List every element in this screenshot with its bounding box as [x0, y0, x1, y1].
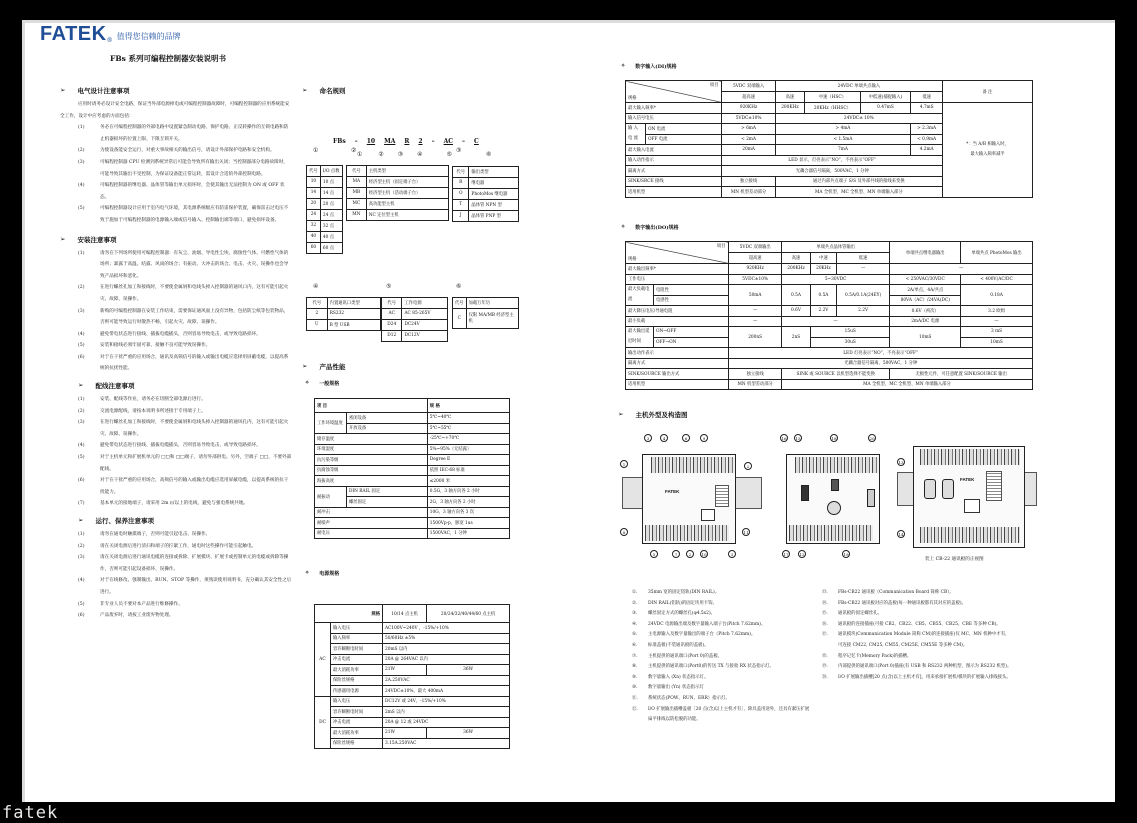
table-row: SINK/SOURCE 输出方式 独立接线 SINK 或 SOURCE 以机型选择不能变换 无极性元件，可任意配置 SINK/SOURCE 输出	[626, 369, 1033, 380]
list-item: (1) 务必在可编程控制器的外部电路中设置紧急制动电路、保护电路、正反转操作的互锁电路和防止机器损坏的位置上限、下限互锁开关。	[78, 125, 289, 142]
table-header-row: 代号 主机类型	[347, 166, 449, 177]
legend-item: ⑰. 通讯模块(Communication Module 简称 CM)的连接插座(仅 MC、MN 机种中才有，可连接 CM22, CM25, CM55, CM25E, CM55E 等多种 CM)。	[822, 632, 1010, 648]
table-row: 容许瞬断电时间 20mS 以内	[315, 644, 510, 655]
plc-cb22-view-diagram	[895, 432, 1040, 567]
structure-heading: ➢ 主机外型及构造图	[618, 410, 688, 419]
table-row: MA 经济型主机（固定端子台）	[347, 176, 449, 187]
table-row: 32 32 点	[307, 220, 343, 231]
list-item: (5) 可编程控制器设计应用于室内电气环境，其电源系统级应有防雷保护装置，确保雷击过电压不致于施加于可编程控制器的电源输入端或信号输入、控制输出端等端口，避免损坏设备。	[78, 206, 289, 223]
table-header-row: 超高速 高速 中速（HSC） 中低速(捕捉输入) 低速	[626, 92, 1033, 103]
legend-item: ⑬. FBs-CB22 通讯板（Communication Board 简称 CB）。	[822, 590, 954, 595]
legend-item: ④. 24VDC 电源输出端及数字量输入端子台(Pitch 7.62mm)。	[632, 621, 766, 627]
plc-body-open	[786, 454, 880, 544]
output-terminal-block	[645, 525, 729, 533]
legend-item: ⑫. I/O 扩展输出插槽盖板［20 点(含)以上主机才有］，除具盖用途外，还具有紧压扩展扁平排线以防松脱的功能。	[632, 706, 810, 723]
table-row: D12 DC12V	[382, 330, 448, 341]
table-row: D24 DC24V	[382, 319, 448, 330]
table-row: 耐冲击 10G，3 轴方向各 3 次	[315, 507, 510, 518]
code-part: –	[462, 138, 465, 145]
callout-2: 2	[744, 462, 752, 470]
naming-code-numbers	[357, 151, 491, 158]
table-row: AC 输入电压 AC100V~240V ，-15%/+10%	[315, 623, 510, 634]
input-terminal-block	[920, 449, 1020, 457]
legend-item: ⑭. FBs-CB22 通讯板对应的盖板(每一种通讯板都有其对应的盖板)。	[822, 600, 966, 606]
plc-front-view-diagram	[620, 432, 780, 562]
table-row: T 晶体管 NPN 型	[453, 199, 519, 210]
table-row: 最大输出频率* 920KHz 200KHz 20KHz — —	[626, 264, 1033, 275]
table-header-row: 代号 加载万年历	[453, 298, 519, 309]
list-item: (3) 请在关闭电源后进行通讯电缆的连接或拆除、扩展模块、扩展卡或控制单元的电缆或拆除等操作，否则可能引起设备损坏、误操作。	[78, 555, 289, 572]
table-row: 螺丝固定 2G，3 轴方向各 2 小时	[315, 497, 510, 508]
diamond-bullet-icon: ✧	[621, 63, 626, 69]
table-row: OFF→ON 30uS 10mS	[626, 337, 1033, 348]
registered-mark: ®	[106, 37, 113, 44]
table-row: 隔离方式 光藕合器信号隔离，500VAC，1 分钟	[626, 166, 1033, 177]
list-item: (3) 在进行螺丝孔加工和接线时，不要使金属屑和电线头掉入控制器的通风孔内，这有可能引起火灾、故障、误操作。	[78, 420, 289, 437]
arrow-bullet-icon: ➢	[60, 86, 66, 94]
power-spec-table	[314, 604, 510, 749]
callout-10: 10	[701, 552, 707, 557]
table-row: 20 20 点	[307, 198, 343, 209]
legend-item: ⑳. I/O 扩展输出插槽[20 点(含)以上主机才有]，用来承接扩展机/模块的扩展输入排线接头。	[822, 674, 1011, 680]
di-spec-table	[625, 80, 1033, 198]
legend-item: ⑩. 数字量输出 (Yn) 状态指示灯	[632, 685, 704, 691]
device-brand-label: FATEK	[960, 477, 975, 482]
memory-pack-slot	[831, 479, 839, 491]
callout-20: 20	[869, 436, 875, 441]
calendar-table	[452, 297, 519, 329]
table-label-2: ②	[351, 147, 357, 154]
list-item: (4) 对于在线修改、强制输出、RUN、STOP 等操作，须熟读使用说明书，充分确认其安全性之后进行。	[78, 578, 292, 595]
structure-legend-left	[632, 588, 812, 726]
io-indicator-leds	[715, 485, 729, 507]
footer-label: fatek	[2, 803, 59, 823]
callout-12: 2	[686, 550, 694, 558]
section-intro: 应用时请务必设计安全电路，保证当外部电源掉电或可编程控制器故障时，可编程控制器的应用系统能安全工作，设计中应考虑的方面包括：	[60, 102, 290, 119]
table-row: 适用机型 MN 机型差动部分 MA 全机型、MC 全机型、MN 单端输入部分	[626, 187, 1033, 198]
arrow-bullet-icon: ➢	[78, 381, 84, 390]
io-indicator-leds	[986, 471, 1002, 501]
legend-item: ⑦. 主机提供的通讯端口(Port 0)的盖板。	[632, 653, 722, 659]
list-item: (1) 请勿在下列场所使用可编程控制器：有灰尘、油烟、导电性尘埃、腐蚀性气体、可燃性气体的场所；暴露于高温、结露、风雨的场合；有振动、大冲击的场合。电击、火灾、误操作也会导致产品损坏和恶化。	[78, 250, 289, 279]
table-row: 抗污染等级 Degree Ⅱ	[315, 455, 510, 466]
list-item: (3) 新购的可编程控制器在安装工作结束，需要保证通风面上没有异物，包括防尘纸等包装物品，否则可能导致运行时散热不畅，引起火灾、故障、误操作。	[78, 308, 289, 326]
list-item: (4) 避免带电状态进行接线、插拔电缆插头，否则容易导致电击，或导致电路损坏。	[78, 443, 261, 449]
legend-item: ⑨. 数字量输入 (Xn) 状态指示灯。	[632, 674, 709, 680]
legend-item: ⑯. 通讯板的连接插座(可接 CB2、CB22、CB5、CB55、CB25、CBE 等多种 CB)。	[822, 621, 1001, 627]
table-row: 2 RS232	[307, 308, 381, 319]
do-spec-table	[625, 241, 1033, 390]
table-header-row: 代号 输出类型	[453, 167, 519, 178]
callout-5: 5	[650, 550, 658, 558]
input-terminal-block	[651, 457, 735, 465]
table-row: 开放设备 5℃~55℃	[315, 423, 510, 434]
legend-item: ⑲. 内部提供的通讯端口(Port 0)插座(有 USB 和 RS232 两种机型，图示为 RS232 机型)。	[822, 664, 1012, 670]
table-row: 适用机型 MN 机型差动部分 MA 全机型、MC 全机型、MN 单端输入部分	[626, 379, 1033, 390]
plc-body-cb22	[913, 446, 1025, 548]
table-row: 24 24 点	[307, 209, 343, 220]
do-spec-heading: ✧ 数字输出(DO)规格	[621, 224, 679, 231]
table-row: 最大消耗功率 21W 36W	[315, 728, 510, 739]
callout-18: 18	[831, 436, 837, 441]
general-spec-heading: ✧ 一般规格	[305, 380, 340, 387]
table-label-3: ③	[456, 147, 462, 154]
table-row: 储存温度 -25℃~+70℃	[315, 434, 510, 445]
table-header-row: 代号 I/O 点数	[307, 166, 343, 177]
table-row: 输 入 电 流 ON 电流 > 6mA > 4mA > 2.3mA	[626, 124, 1033, 135]
naming-code	[333, 138, 479, 145]
port-cover	[964, 499, 980, 513]
note-line: 最大输入频率减半	[970, 151, 1005, 157]
table-header-row: 项目 规格 5VDC 双端输出 单端共点晶体管输出 单端共点继电器输出 单端共点 PhotoMos 输出	[626, 242, 1033, 253]
table-row: AC AC 85-265V	[382, 308, 448, 319]
table-header-row: 超高速 高速 中速 低速	[626, 253, 1033, 264]
arrow-bullet-icon: ➢	[78, 516, 84, 524]
table-row: 容许瞬断电时间 2mS 以内	[315, 707, 510, 718]
list-item: (5) 对于主机单元和扩展机单元的 □□和 □□端子，请勿外部供电。另外，空端子 □□，不要外部配线。	[78, 455, 292, 472]
arrow-bullet-icon: ➢	[60, 234, 66, 243]
table-row: 耐电压 1500VAC，1 分钟	[315, 528, 510, 539]
table-row: C 仅限 MA/MB 经济型主机	[453, 308, 519, 328]
table-label-4: ④	[313, 283, 319, 290]
diagram-caption: 装上 CB-22 通讯板的正视图	[925, 557, 984, 562]
code-part: 10	[366, 138, 376, 145]
logo-slogan: 值得您信赖的品牌	[116, 32, 181, 41]
table-header-row: 项 目 规 格	[315, 399, 510, 413]
table-row: MN NC 定位型主机	[347, 209, 449, 220]
table-row: 海拔高度 ≤2000 米	[315, 476, 510, 487]
power-supply-table	[381, 297, 448, 342]
legend-item: ③. 螺丝固定方式的螺丝孔(φ4.5x2)。	[632, 611, 716, 617]
list-item: (6) 产品废弃时，请按工业废弃物处理。	[78, 613, 174, 619]
output-terminal-block	[789, 533, 873, 541]
table-row: 最大输出延迟时间 ON→OFF 200nS 2nS 15uS 10mS 3 mS	[626, 327, 1033, 338]
io-expansion-slot	[867, 489, 875, 507]
legend-item: ①. 35mm 宽的固定铝轨(DIN RAIL)。	[632, 590, 720, 595]
plc-internal-view-diagram	[780, 432, 880, 562]
table-row: 耐振动 DIN RAIL 固定 0.5G，3 轴方向各 2 小时	[315, 486, 510, 497]
callout-4: 4	[660, 434, 668, 442]
table-header-row: 项目 规格 5VDC 双端输入 24VDC 单端共点输入 备 注	[626, 81, 1033, 92]
section-heading-electrical: ➢ 电气设计注意事项	[60, 86, 130, 95]
output-terminal-block	[920, 535, 1020, 543]
host-type-table	[346, 165, 449, 221]
code-number: ①	[357, 151, 363, 158]
code-number: ⑤	[446, 151, 452, 158]
list-item: (3) 可编程控制器 CPU 检测到系统异常后可能会导致所有输出关闭；当控制器部分电路故障时，可能导致其输出不受控制，为保证设备能正常运转，需设计合适的外部控制电路。	[78, 159, 288, 177]
left-column	[60, 68, 292, 622]
list-item: (1) 请勿在通电时触摸端子，否则可能引起电击、误操作。	[78, 532, 211, 537]
list-item: (5) 非专业人员不要对本产品进行维修操作。	[78, 601, 183, 607]
output-terminal-block	[645, 533, 729, 541]
table-header-row: 规格 10/14 点主机 20/24/32/40/44/60 点主机	[315, 605, 510, 623]
power-spec-heading: ✧ 电源规格	[305, 570, 340, 577]
callout-3b: 3	[728, 550, 736, 558]
table-row: 工作电压 5VDC±10% 5~30VDC < 250VAC/30VDC < 400V(AC/DC	[626, 274, 1033, 285]
port0-socket	[827, 501, 841, 515]
list-item: (5) 安装和接线必须牢固可靠，接触不良可能导致误操作。	[78, 343, 211, 349]
legend-item: ⑮. 通讯板的固定螺丝孔。	[822, 611, 882, 617]
code-part: FBs	[333, 138, 346, 145]
code-part: –	[431, 138, 435, 145]
diamond-bullet-icon: ✧	[305, 570, 310, 576]
callout-19: 19	[843, 552, 849, 557]
callout-16: 16	[781, 436, 787, 441]
code-number: ③	[397, 151, 404, 158]
callout-3: 3	[644, 434, 652, 442]
input-terminal-block	[651, 465, 735, 473]
cb-connector	[801, 485, 809, 501]
table-row: U B 型 USB	[307, 319, 381, 330]
callout-6: 6	[682, 434, 690, 442]
table-row: 电感性 80VA（AC）/24VA(DC)	[626, 295, 1033, 306]
output-terminal-block	[920, 527, 1020, 535]
input-terminal-block	[795, 465, 879, 473]
table-row: MB 经济型主机（活动端子台）	[347, 187, 449, 198]
callout-8: 8	[620, 528, 628, 536]
di-spec-heading: ✧ 数字输入(DI)规格	[621, 63, 677, 70]
code-number: ④	[417, 151, 423, 158]
table-row: 环境湿度 5%~95%（无结露）	[315, 444, 510, 455]
legend-item: ⑧. 主机提供的通讯端口(Port0)的传送 TX 与接收 RX 状态指示灯。	[632, 664, 774, 670]
table-row: 输入频率 50/60Hz ±5%	[315, 633, 510, 644]
list-item: (1) 安装、配线等作业，请务必在切断全部电源后进行。	[78, 397, 206, 403]
list-item: (2) 请在关闭电源后进行清扫和端子的拧紧工作，通电时这些操作可能引起触电。	[78, 543, 257, 549]
arrow-bullet-icon: ➢	[302, 362, 308, 370]
plc-body	[642, 454, 736, 544]
callout-12: 12	[799, 552, 805, 557]
code-part: R	[404, 138, 410, 145]
code-number: ②	[378, 151, 384, 158]
structure-legend-right	[822, 588, 1012, 683]
table-label-1: ①	[313, 147, 319, 154]
list-item: (2) 为使设备能安全运行，对重大事故相关的输出信号，请设计外部保护电路和安全机构。	[78, 148, 275, 154]
code-part: AC	[443, 138, 453, 145]
output-terminal-block	[789, 525, 873, 533]
callout-9: 9	[700, 434, 708, 442]
table-row: 10 10 点	[307, 176, 343, 187]
output-type-table	[452, 166, 519, 222]
table-label-5: ⑤	[386, 283, 392, 290]
table-row: 60 60 点	[307, 242, 343, 253]
naming-section-heading: ➢ 命名规则	[302, 86, 346, 95]
table-row: 14 14 点	[307, 187, 343, 198]
list-item: (4) 避免带电状态进行接线、插拔电缆插头，否则容易导致电击，或导致电路损坏。	[78, 331, 261, 337]
diamond-bullet-icon: ✧	[621, 224, 626, 230]
table-row: 保险丝规格 2A.250VAC	[315, 675, 510, 686]
list-item: (2) 交流电源配线，请按本说明书所述接于专用端子上。	[78, 408, 206, 414]
table-row: 最小负载 — — 2mA/DC 电源 —	[626, 316, 1033, 327]
list-item: (7) 基本单元的接地端子，请采用 2m ㎡以上的电线，避免与强电系统共地。	[78, 501, 249, 507]
device-brand-label: FATEK	[665, 489, 680, 494]
table-row: 输入信号电压 5VDC±10% 24VDC± 10%	[626, 113, 1033, 124]
list-item: (4) 可编程控制器的继电器、晶体管等输出单元损坏时，会使其输出无法控制为 ON 或 OFF 状态。	[78, 183, 285, 200]
callout-7: 7	[672, 550, 680, 558]
table-header-row: 代号 内置通讯口类型	[307, 298, 381, 309]
legend-item: ⑥. 标准盖板(不装通讯板的盖板)。	[632, 642, 709, 648]
table-row: 冲击电流 20A @ 12 或 24VDC	[315, 717, 510, 728]
legend-item: ②. DIN RAIL(铝轨)的固定块用卡钩。	[632, 600, 717, 606]
callout-13: 13	[898, 460, 904, 465]
table-row: R 继电器	[453, 177, 519, 188]
general-spec-table	[314, 398, 510, 539]
table-label-6: ⑥	[456, 283, 462, 290]
logo-text: FATEK	[40, 23, 107, 45]
table-row: 最大输入频率* 920KHz 200KHz 20KHz（HHSC） 0.47mS 4.7mS *：当 A/B 相输入时， 最大输入频率减半	[626, 103, 1033, 114]
table-row: 最大输入电流 20mA 7mA 4.2mA	[626, 145, 1033, 156]
callout-15: 15	[795, 436, 801, 441]
code-part: MA	[384, 138, 396, 145]
section-heading-wiring: ➢ 配线注意事项	[78, 381, 135, 391]
list-item: (6) 对于在干扰严重的应用场合，通讯及高频信号的输入或输出电缆应选择用屏蔽电缆，以提高系统的抗扰性能。	[78, 354, 289, 372]
list-item: (6) 对于在干扰严重的应用场合，高频信号的输入或输出电缆应选用屏蔽电缆，以提高系统的抗干扰能力。	[78, 478, 289, 495]
table-row: 输出动作表示 LED 灯亮表示“NO”，不亮表示“OFF”	[626, 348, 1033, 359]
diamond-bullet-icon: ✧	[305, 380, 310, 386]
table-row: 输入动作指示 LED 显示，灯亮表示“NO”，不亮表示“OFF”	[626, 155, 1033, 166]
arrow-bullet-icon: ➢	[618, 410, 624, 418]
table-row: 冲击电流 20A @ 264VAC 以内	[315, 654, 510, 665]
table-row: 传感器用电源 24VDC±10%，最大 400mA	[315, 686, 510, 697]
table-row: MC 高功能型主机	[347, 198, 449, 209]
table-row: 最大消耗功率 21W 36W	[315, 665, 510, 676]
code-number: ⑥	[485, 151, 492, 158]
callout-14: 14	[898, 532, 904, 537]
code-part: C	[474, 138, 479, 145]
table-row: 最大降压电压/导通电阻 — 0.6V 2.2V 2.2V 0.6V（初次） 3.2 欧姆	[626, 306, 1033, 317]
table-header-row: 代号 工作电源	[382, 298, 448, 309]
section-heading-install: ➢ 安装注意事项	[60, 234, 117, 244]
input-terminal-block	[795, 457, 879, 465]
table-row: 隔离方式 光藕合器信号隔离，500VAC，1 分钟	[626, 358, 1033, 369]
arrow-bullet-icon: ➢	[302, 86, 308, 94]
table-row: 40 40 点	[307, 231, 343, 242]
legend-item: ⑤. 主电源输入及数字量输出的端子台（Pitch 7.62mm)。	[632, 632, 756, 638]
legend-item: ⑱. 程序记忆卡(Memory Pack)的插槽。	[822, 653, 912, 659]
document-title: FBs 系列可编程控制器安装说明书	[110, 54, 226, 63]
io-points-table	[306, 165, 343, 254]
table-row: SINK/SRCE 接线 独立接线 通过内部共点端子 S/S 及外部共线的接线来变换	[626, 176, 1033, 187]
db9-port-2	[942, 479, 954, 499]
table-row: 抗腐蚀等级 依照 IEC-68 标准	[315, 465, 510, 476]
port-cover	[701, 509, 715, 521]
section-heading-operation: ➢ 运行、保养注意事项	[78, 516, 154, 525]
comm-port-table	[306, 297, 381, 331]
table-row: 工作环境温度 密闭设备 5℃~40℃	[315, 413, 510, 424]
table-row: 耐噪声 1500Vp-p，脉宽 1us	[315, 518, 510, 529]
note-line: *：当 A/B 相输入时，	[966, 141, 1009, 147]
callout-11: 11	[743, 530, 749, 535]
performance-heading: ➢ 产品性能	[302, 362, 346, 371]
legend-item: ⑪. 系统状态(POW、RUN、ERR）指示灯。	[632, 695, 730, 701]
input-terminal-block	[920, 457, 1020, 465]
table-row: 最大负载电流 电阻性 50mA 0.5A 0.5A 0.5A/0.1A(24EY) 2A/单点，4A/共点 0.18A	[626, 285, 1033, 296]
table-row: O PhotoMos 继电器	[453, 188, 519, 199]
table-row: OFF 电流 < 2mA < 1.5mA < 0.9mA	[626, 134, 1033, 145]
table-row: J 晶体管 PNP 型	[453, 210, 519, 221]
callout-17: 17	[783, 552, 789, 557]
table-row: 保险丝规格 3.15A.250VAC	[315, 738, 510, 749]
fatek-logo	[40, 24, 181, 44]
list-item: (2) 在进行螺丝孔加工和接线时，不要使金属屑和电线头掉入控制器的通风口内，这有可能引起火灾、故障、误操作。	[78, 285, 289, 302]
table-row: DC 输入电压 DC12V 或 24V，-15%/+10%	[315, 696, 510, 707]
code-part: –	[354, 138, 358, 145]
code-part: 2	[418, 138, 423, 145]
callout-1: 1	[620, 460, 628, 468]
db9-port-1	[924, 479, 936, 499]
